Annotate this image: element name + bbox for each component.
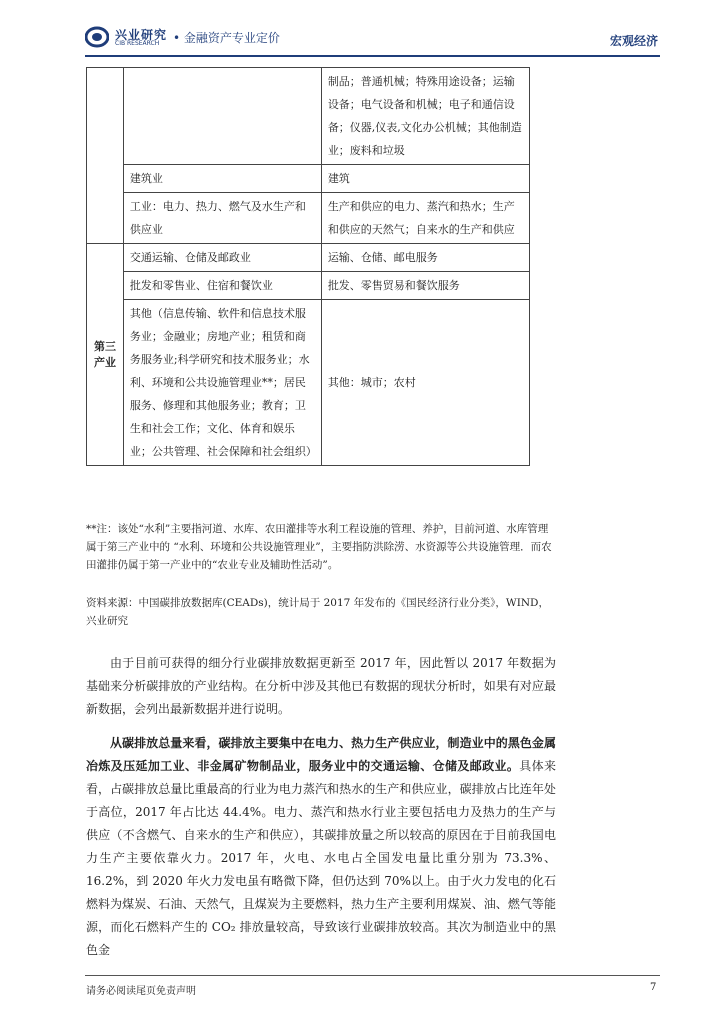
table-cell: [87, 68, 124, 244]
footer-divider: [85, 975, 660, 976]
table-row: [87, 193, 530, 244]
table-cell: 制品；普通机械；特殊用途设备；运输设备；电气设备和机械；电子和通信设备；仪器,仪表,文化办公机械；其他制造业；废料和垃圾: [321, 68, 529, 165]
table-footnote: **注：该处“水利”主要指河道、水库、农田灌排等水利工程设施的管理、养护，目前河道、水库管理属于第三产业中的 “水利、环境和公共设施管理业”，主要指防洪除涝、水资源等公共设施管理．而农田灌排仍属于第一产业中的“农业专业及辅助性活动”。: [86, 523, 552, 571]
source-note: 资料来源：中国碳排放数据库(CEADs)，统计局于 2017 年发布的《国民经济行业分类》，WIND，兴业研究: [86, 597, 549, 627]
page-number: 7: [650, 982, 657, 993]
brand-slogan: • 金融资产专业定价: [173, 31, 280, 45]
table-cell: 其他（信息传输、软件和信息技术服务业；金融业；房地产业；租赁和商务服务业;科学研究和技术服务业；水利、环境和公共设施管理业**；居民服务、修理和其他服务业；教育；卫生和社会工作；文化、体育和娱乐业；公共管理、社会保障和社会组织）: [123, 300, 321, 466]
table-cell: 工业：电力、热力、燃气及水生产和供应业: [123, 193, 321, 244]
table-row: [87, 300, 530, 466]
table-cell: 生产和供应的电力、蒸汽和热水；生产和供应的天然气；自来水的生产和供应: [321, 193, 529, 244]
table-row: [87, 68, 530, 165]
brand-name-en: CIB RESEARCH: [115, 40, 160, 47]
table-cell: 其他：城市；农村: [321, 300, 529, 466]
table-row: [87, 165, 530, 193]
section-title: 宏观经济: [609, 34, 658, 48]
disclaimer-note: 请务必阅读尾页免责声明: [86, 986, 196, 997]
table-cell: 运输、仓储、邮电服务: [321, 244, 529, 272]
paragraph-bold-lead: 从碳排放总量来看，碳排放主要集中在电力、热力生产供应业，制造业中的黑色金属冶炼及压延加工业、非金属矿物制品业，服务业中的交通运输、仓储及邮政业。: [86, 736, 556, 773]
cib-logo-icon: [85, 26, 109, 48]
page-header: [85, 26, 660, 52]
table-cell: 建筑: [321, 165, 529, 193]
table-cell: 交通运输、仓储及邮政业: [123, 244, 321, 272]
body-paragraph: 由于目前可获得的细分行业碳排放数据更新至 2017 年，因此暂以 2017 年数据为基础来分析碳排放的产业结构。在分析中涉及其他已有数据的现状分析时，如果有对应最新数据，会列出最新数据并进行说明。: [86, 656, 556, 716]
table-cell: 建筑业: [123, 165, 321, 193]
brand-name: 兴业研究: [115, 28, 168, 42]
header-divider: [85, 55, 660, 57]
body-paragraph: [86, 732, 556, 962]
paragraph-text: 具体来看，占碳排放总量比重最高的行业为电力蒸汽和热水的生产和供应业，碳排放占比连年处于高位，2017 年占比达 44.4%。电力、蒸汽和热水行业主要包括电力及热力的生产与供应（不含燃气、自来水的生产和供应），其碳排放量之所以较高的原因在于目前我国电力生产主要依靠火力。2017 年，火电、水电占全国发电量比重分别为 73.3%、16.2%，到 2020 年火力发电虽有略微下降，但仍达到 70%以上。由于火力发电的化石燃料为煤炭、石油、天然气，且煤炭为主要燃料，热力生产主要利用煤炭、油、燃气等能源，而化石燃料产生的 CO₂ 排放量较高，导致该行业碳排放较高。其次为制造业中的黑色金: [86, 759, 556, 957]
table-row: [87, 244, 530, 272]
table-cell: 批发和零售业、住宿和餐饮业: [123, 272, 321, 300]
industry-mapping-table: [86, 67, 530, 466]
table-row: [87, 272, 530, 300]
table-cell: [123, 68, 321, 165]
table-cell: 第三产业: [87, 244, 124, 466]
table-cell: 批发、零售贸易和餐饮服务: [321, 272, 529, 300]
